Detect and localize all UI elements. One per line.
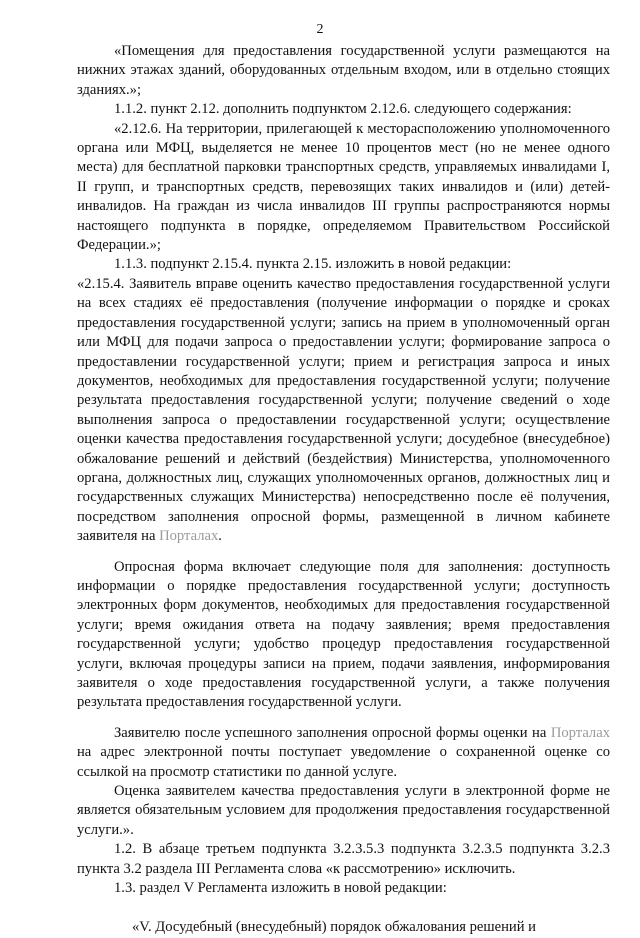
document-body [77, 42, 610, 938]
paragraph-2-15-4 [77, 275, 610, 547]
paragraph-notification-text: Заявителю после успешного заполнения опросной формы оценки на [114, 724, 551, 741]
paragraph-2-15-4-end: . [218, 528, 222, 545]
paragraph-evaluation: Оценка заявителем качества предоставления услуги в электронной форме не является обязательным условием для продолжения предоставления государственной услуги.». [77, 783, 610, 838]
paragraph-2-15-4-text: «2.15.4. Заявитель вправе оценить качество предоставления государственной услуги на всех стадиях её предоставления (получение информации о порядке и сроках предоставления государственной услуги; запись на прием в уполномоченный орган или МФЦ для подачи запроса о предоставлении услуги; формирование запроса о предоставлении государственной услуги; прием и регистрация запроса и иных документов, необходимых для предоставления государственной услуги; получение результата предоставления государственной услуги; получение сведений о ходе выполнения запроса о предоставлении государственной услуги; осуществление оценки качества предоставления государственной услуги; досудебное (внесудебное) обжалование решений и действий (бездействия) Министерства, уполномоченного органа, должностных лиц, служащих уполномоченных органов, должностных лиц и государственных служащих Министерства) непосредственно после её получения, посредством заполнения опросной формы, размещенной в личном кабинете заявителя на [77, 275, 610, 545]
paragraph-2-12-6: «2.12.6. На территории, прилегающей к месторасположению уполномоченного органа или МФЦ, выделяется не менее 10 процентов мест (но не менее одного места) для бесплатной парковки транспортных средств, управляемых инвалидами I, II групп, и транспортных средств, перевозящих таких инвалидов и (или) детей-инвалидов. На граждан из числа инвалидов III группы распространяются нормы настоящего подпункта в порядке, определяемом Правительством Российской Федерации.»; [77, 120, 610, 254]
paragraph-1-3: 1.3. раздел V Регламента изложить в новой редакции: [114, 880, 447, 897]
page-number: 2 [316, 22, 324, 37]
paragraph-notification [77, 724, 610, 782]
paragraph-notification-end: на адрес электронной почты поступает уведомление о сохраненной оценке со ссылкой на просмотр статистики по данной услуге. [77, 744, 610, 780]
section-v-heading: «V. Досудебный (внесудебный) порядок обжалования решений и [132, 919, 536, 936]
paragraph-1-1-3: 1.1.3. подпункт 2.15.4. пункта 2.15. изложить в новой редакции: [114, 256, 512, 273]
portal-word: Порталах [159, 528, 219, 545]
paragraph-1-1-2: 1.1.2. пункт 2.12. дополнить подпунктом 2.12.6. следующего содержания: [114, 101, 572, 118]
portal-word: Порталах [550, 724, 610, 741]
paragraph-survey-form: Опросная форма включает следующие поля для заполнения: доступность информации о порядке предоставления государственной услуги; доступность электронных форм документов, необходимых для предоставления государственной услуги; время ожидания ответа на подачу заявления; время предоставления государственной услуги; удобство процедур предоставления государственной услуги, включая процедуры записи на прием, подачи заявления, информирования заявителя о ходе предоставления государственной услуги, а также получения результата предоставления государственной услуги. [77, 558, 610, 711]
paragraph-1-2: 1.2. В абзаце третьем подпункта 3.2.3.5.3 подпункта 3.2.3.5 подпункта 3.2.3 пункта 3.2 раздела III Регламента слова «к рассмотрению» исключить. [77, 841, 610, 877]
paragraph-premises: «Помещения для предоставления государственной услуги размещаются на нижних этажах зданий, оборудованных отдельным входом, или в отдельно стоящих зданиях.»; [77, 43, 610, 98]
